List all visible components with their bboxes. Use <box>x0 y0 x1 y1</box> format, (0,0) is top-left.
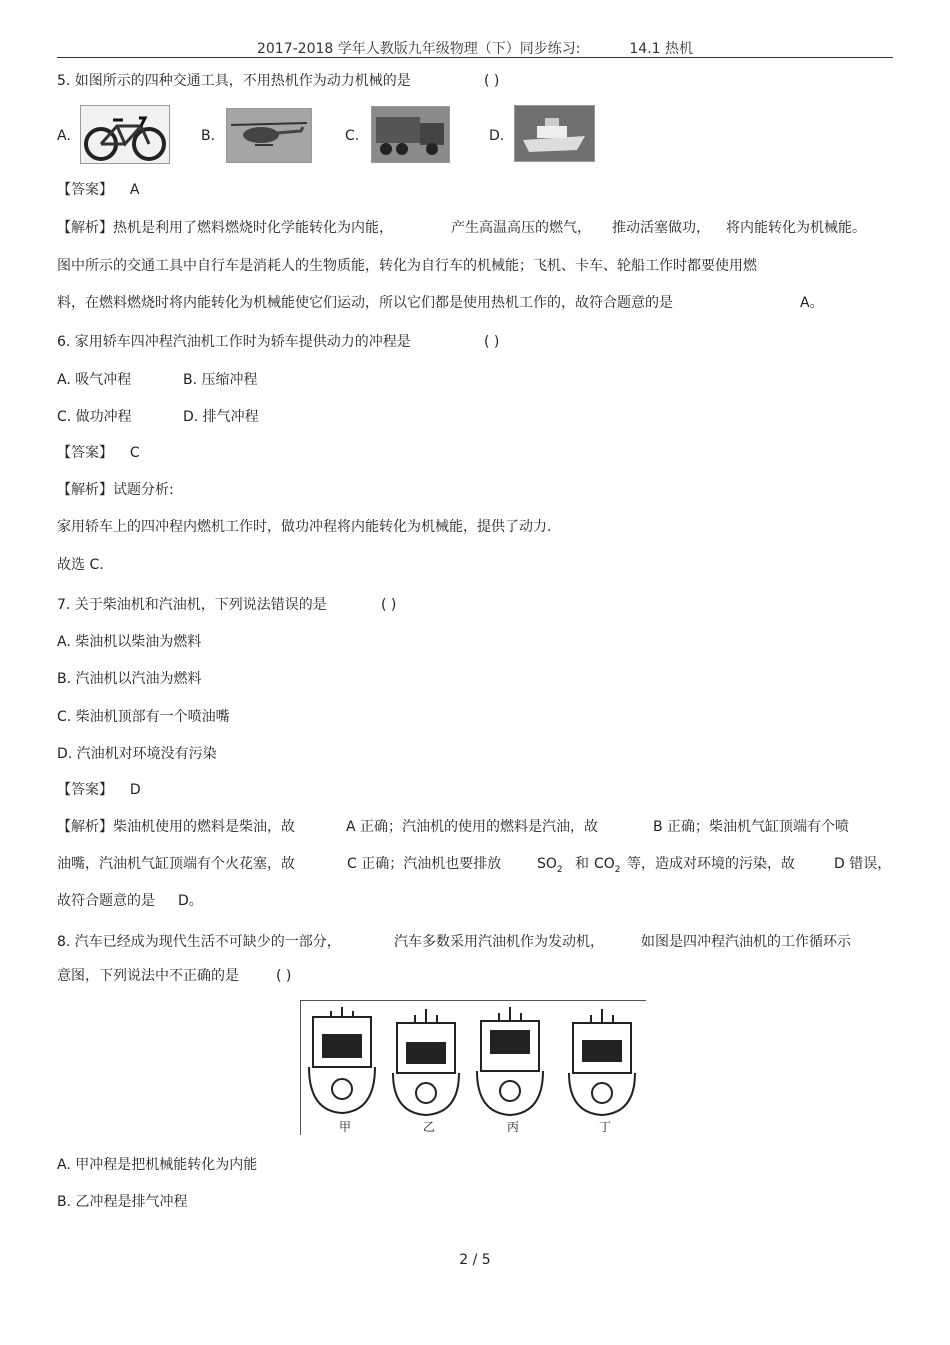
q7-option-d: D. 汽油机对环境没有污染 <box>57 746 217 762</box>
analysis-text: 和 <box>575 856 589 872</box>
analysis-text: A 正确；汽油机的使用的燃料是汽油，故 <box>346 819 599 835</box>
q6-analysis-line1: 家用轿车上的四冲程内燃机工作时，做功冲程将内能转化为机械能，提供了动力. <box>57 519 552 535</box>
q7-option-a: A. 柴油机以柴油为燃料 <box>57 634 202 650</box>
answer-value: C <box>129 445 140 461</box>
header-title-left: 2017-2018 学年人教版九年级物理（下）同步练习: <box>256 41 581 57</box>
q5-analysis-line1 <box>57 219 393 237</box>
page-number: 2 / 5 <box>459 1252 491 1268</box>
q8-stem-part-c: 如图是四冲程汽油机的工作循环示 <box>641 934 851 950</box>
engine-diagram <box>301 1001 646 1135</box>
answer-tag: 【答案】 <box>57 182 113 198</box>
analysis-tag: 【解析】 <box>57 220 113 236</box>
q7-analysis-line1 <box>57 818 295 836</box>
analysis-text: C 正确；汽油机也要排放 <box>347 856 502 872</box>
q8-option-a: A. 甲冲程是把机械能转化为内能 <box>57 1157 258 1173</box>
analysis-text: 试题分析: <box>113 482 174 498</box>
q7-paren: ( ) <box>381 597 397 613</box>
q6-paren: ( ) <box>484 334 500 350</box>
figure-label-yi: 乙 <box>423 1120 436 1134</box>
q8-option-b: B. 乙冲程是排气冲程 <box>57 1194 188 1210</box>
q5-option-c-label: C. <box>345 128 360 144</box>
q5-option-d-label: D. <box>489 128 505 144</box>
q5-stem-text: 5. 如图所示的四种交通工具，不用热机作为动力机械的是 <box>57 73 411 89</box>
q5-analysis-line3-end: A。 <box>800 295 824 311</box>
q6-option-c: C. 做功冲程 <box>57 409 132 425</box>
q5-answer <box>57 181 139 199</box>
figure-label-jia: 甲 <box>339 1120 352 1134</box>
answer-value: D <box>129 782 141 798</box>
q8-stem-part-a: 8. 汽车已经成为现代生活不可缺少的一部分， <box>57 934 341 950</box>
q5-option-a-label: A. <box>57 128 71 144</box>
analysis-text: 等，造成对环境的污染，故 <box>627 856 795 872</box>
analysis-text: 热机是利用了燃料燃烧时化学能转化为内能， <box>113 220 393 236</box>
truck-image <box>371 106 450 163</box>
q5-analysis-line3: 料，在燃料燃烧时将内能转化为机械能使它们运动，所以它们都是使用热机工作的，故符合题意的是 <box>57 295 673 311</box>
q6-option-a: A. 吸气冲程 <box>57 372 132 388</box>
analysis-text: D 错误， <box>834 856 892 872</box>
q8-stem-line2: 意图，下列说法中不正确的是 <box>57 968 239 984</box>
q6-analysis-head <box>57 481 174 499</box>
q7-option-b: B. 汽油机以汽油为燃料 <box>57 671 202 687</box>
analysis-tag: 【解析】 <box>57 819 113 835</box>
analysis-text: 推动活塞做功， <box>612 220 710 236</box>
figure-label-bing: 丙 <box>507 1120 520 1134</box>
so2-formula: $SO_2$ <box>537 856 563 875</box>
q5-analysis-line2: 图中所示的交通工具中自行车是消耗人的生物质能，转化为自行车的机械能；飞机、卡车、轮船工作时都要使用燃 <box>57 258 757 274</box>
figure-label-ding: 丁 <box>599 1120 612 1134</box>
ship-image <box>514 105 595 162</box>
answer-value: A <box>129 182 140 198</box>
header-title-right: 14.1 热机 <box>629 41 693 57</box>
page-header <box>0 38 950 58</box>
q7-analysis-line3: 故符合题意的是 <box>57 893 155 909</box>
analysis-text: B 正确；柴油机气缸顶端有个喷 <box>653 819 850 835</box>
answer-tag: 【答案】 <box>57 782 113 798</box>
header-divider <box>57 57 893 58</box>
q8-paren: ( ) <box>276 968 292 984</box>
q7-analysis-line2: 油嘴，汽油机气缸顶端有个火花塞，故 <box>57 856 295 872</box>
q8-stem-part-b: 汽车多数采用汽油机作为发动机， <box>394 934 604 950</box>
q7-answer <box>57 781 141 799</box>
analysis-text: 柴油机使用的燃料是柴油，故 <box>113 819 295 835</box>
analysis-text: D。 <box>178 893 203 909</box>
bicycle-image <box>80 105 170 164</box>
helicopter-image <box>226 108 312 163</box>
answer-tag: 【答案】 <box>57 445 113 461</box>
q7-option-c: C. 柴油机顶部有一个喷油嘴 <box>57 709 230 725</box>
q5-option-b-label: B. <box>201 128 216 144</box>
analysis-text: 将内能转化为机械能。 <box>726 220 866 236</box>
q7-stem: 7. 关于柴油机和汽油机，下列说法错误的是 <box>57 597 327 613</box>
q6-answer <box>57 444 140 462</box>
q6-analysis-line2: 故选 C. <box>57 557 104 573</box>
q5-paren: ( ) <box>484 73 500 89</box>
q6-stem: 6. 家用轿车四冲程汽油机工作时为轿车提供动力的冲程是 <box>57 334 411 350</box>
q6-option-d: D. 排气冲程 <box>183 409 259 425</box>
q5-stem <box>57 72 411 90</box>
q6-option-b: B. 压缩冲程 <box>183 372 258 388</box>
co2-formula: $CO_2$ <box>594 856 621 875</box>
analysis-tag: 【解析】 <box>57 482 113 498</box>
analysis-text: 产生高温高压的燃气， <box>451 220 591 236</box>
engine-cycle-figure <box>300 1000 646 1135</box>
